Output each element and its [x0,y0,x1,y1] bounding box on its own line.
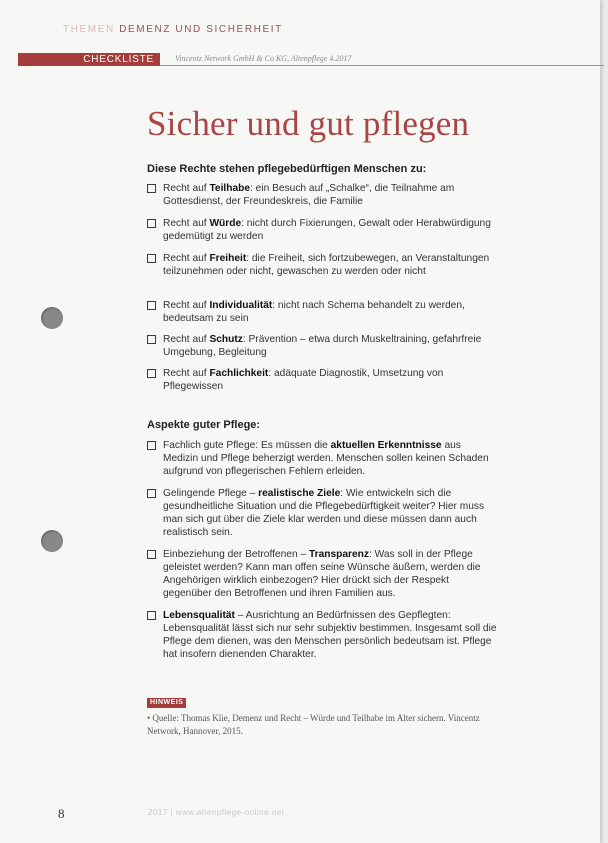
item-text-post: : Was soll in der Pflege geleistet werden? Kann man offen seine Wünsche äußern, werden die Angehörigen wirklich einbezogen? Hier drückt sich der Respekt gegenüber den Betroffenen und ihren Familien aus. [163,549,481,599]
checkbox-icon [147,489,156,498]
footer-text: 2017 | www.altenpflege-online.net [148,808,285,817]
item-text-pre: Recht auf [163,300,210,311]
item-text-post: : Prävention – etwa durch Muskeltraining, gefahrfreie Umgebung, Begleitung [163,334,482,358]
item-text-post: : die Freiheit, sich fortzubewegen, an Veranstaltungen teilzunehmen oder nicht, gewaschen zu werden oder nicht [163,253,490,277]
aspects-heading: Aspekte guter Pflege: [147,419,261,431]
note-tag: HINWEIS [147,698,186,708]
item-text-post: : nicht durch Fixierungen, Gewalt oder Herabwürdigung gedemütigt zu werden [163,218,491,242]
item-text-pre: Einbeziehung der Betroffenen – [163,549,309,560]
item-text-pre: Recht auf [163,218,210,229]
item-keyword: Individualität [209,300,273,311]
checklist-item-realistische-ziele [147,487,497,539]
item-text-pre: Recht auf [163,253,210,264]
item-keyword: Lebensqualität [163,610,235,621]
checkbox-icon [147,550,156,559]
item-keyword: Fachlichkeit [209,368,269,379]
page-title: Sicher und gut pflegen [147,104,470,143]
source-note: • Quelle: Thomas Klie, Demenz und Recht – Würde und Teilhabe im Alter sichern. Vincentz Network, Hannover, 2015. [147,713,480,736]
item-text-post: aus Medizin und Pflege beherzigt werden. Menschen sollen keinen Schaden aufgrund von pflegerischen Fehlern erleiden. [163,440,489,477]
item-keyword: Schutz [209,334,243,345]
checklist-item-freiheit [147,252,497,278]
section-kicker [63,24,283,35]
checklist-item-aktuelle-erkenntnisse [147,439,497,478]
checklist-item-individualitaet [147,299,497,325]
checkbox-icon [147,184,156,193]
checklist-item-lebensqualitaet [147,609,497,661]
kicker-faded: THEMEN [63,24,115,35]
checkbox-icon [147,369,156,378]
item-keyword: Würde [209,218,242,229]
item-text-pre: Recht auf [163,183,210,194]
item-text-post: : adäquate Diagnostik, Umsetzung von Pflegewissen [163,368,444,392]
page-number: 8 [58,806,65,821]
checklist-item-schutz [147,333,497,359]
checklist-tag: CHECKLISTE [18,53,160,66]
item-keyword: Transparenz [308,549,369,560]
item-keyword: Teilhabe [209,183,251,194]
checkbox-icon [147,301,156,310]
item-text-pre: Recht auf [163,368,210,379]
checklist-bar [18,53,604,67]
publisher-line: Vincentz Network GmbH & Co KG, Altenpflege 4.2017 [175,54,352,63]
checkbox-icon [147,611,156,620]
item-text-pre: Recht auf [163,334,210,345]
item-text-pre: Gelingende Pflege – [163,488,259,499]
checkbox-icon [147,335,156,344]
checklist-item-fachlichkeit [147,367,497,393]
rights-heading: Diese Rechte stehen pflegebedürftigen Menschen zu: [147,163,427,175]
checkbox-icon [147,219,156,228]
item-text-pre: Fachlich gute Pflege: Es müssen die [163,440,331,451]
punch-hole [41,307,63,329]
checkbox-icon [147,254,156,263]
checklist-item-wuerde [147,217,497,243]
checkbox-icon [147,441,156,450]
checklist-item-transparenz [147,548,497,600]
item-keyword: realistische Ziele [258,488,341,499]
checklist-item-teilhabe [147,182,497,208]
item-keyword: aktuellen Erkenntnisse [330,440,442,451]
item-text-post: : Wie entwickeln sich die gesundheitliche Situation und die Pflegebedürftigkeit weiter? Hier muss man sich gut über die Ziele klar werden und diese müssen dann auch realistisch sein. [163,488,485,538]
kicker-topic: DEMENZ UND SICHERHEIT [119,24,283,35]
item-keyword: Freiheit [209,253,247,264]
item-text-post: : ein Besuch auf „Schalke“, die Teilnahme am Gottesdienst, der Freundeskreis, die Familie [163,183,455,207]
punch-hole [41,530,63,552]
item-text-post: : nicht nach Schema behandelt zu werden, bedeutsam zu sein [163,300,465,324]
item-text-post: – Ausrichtung an Bedürfnissen des Gepflegten: Lebensqualität lässt sich nur sehr subjektiv bestimmen. Insgesamt soll die Pflege dem dienen, was den Menschen persönlich bedeutsam ist. Pflege hat insofern dienenden Charakter. [163,610,497,660]
